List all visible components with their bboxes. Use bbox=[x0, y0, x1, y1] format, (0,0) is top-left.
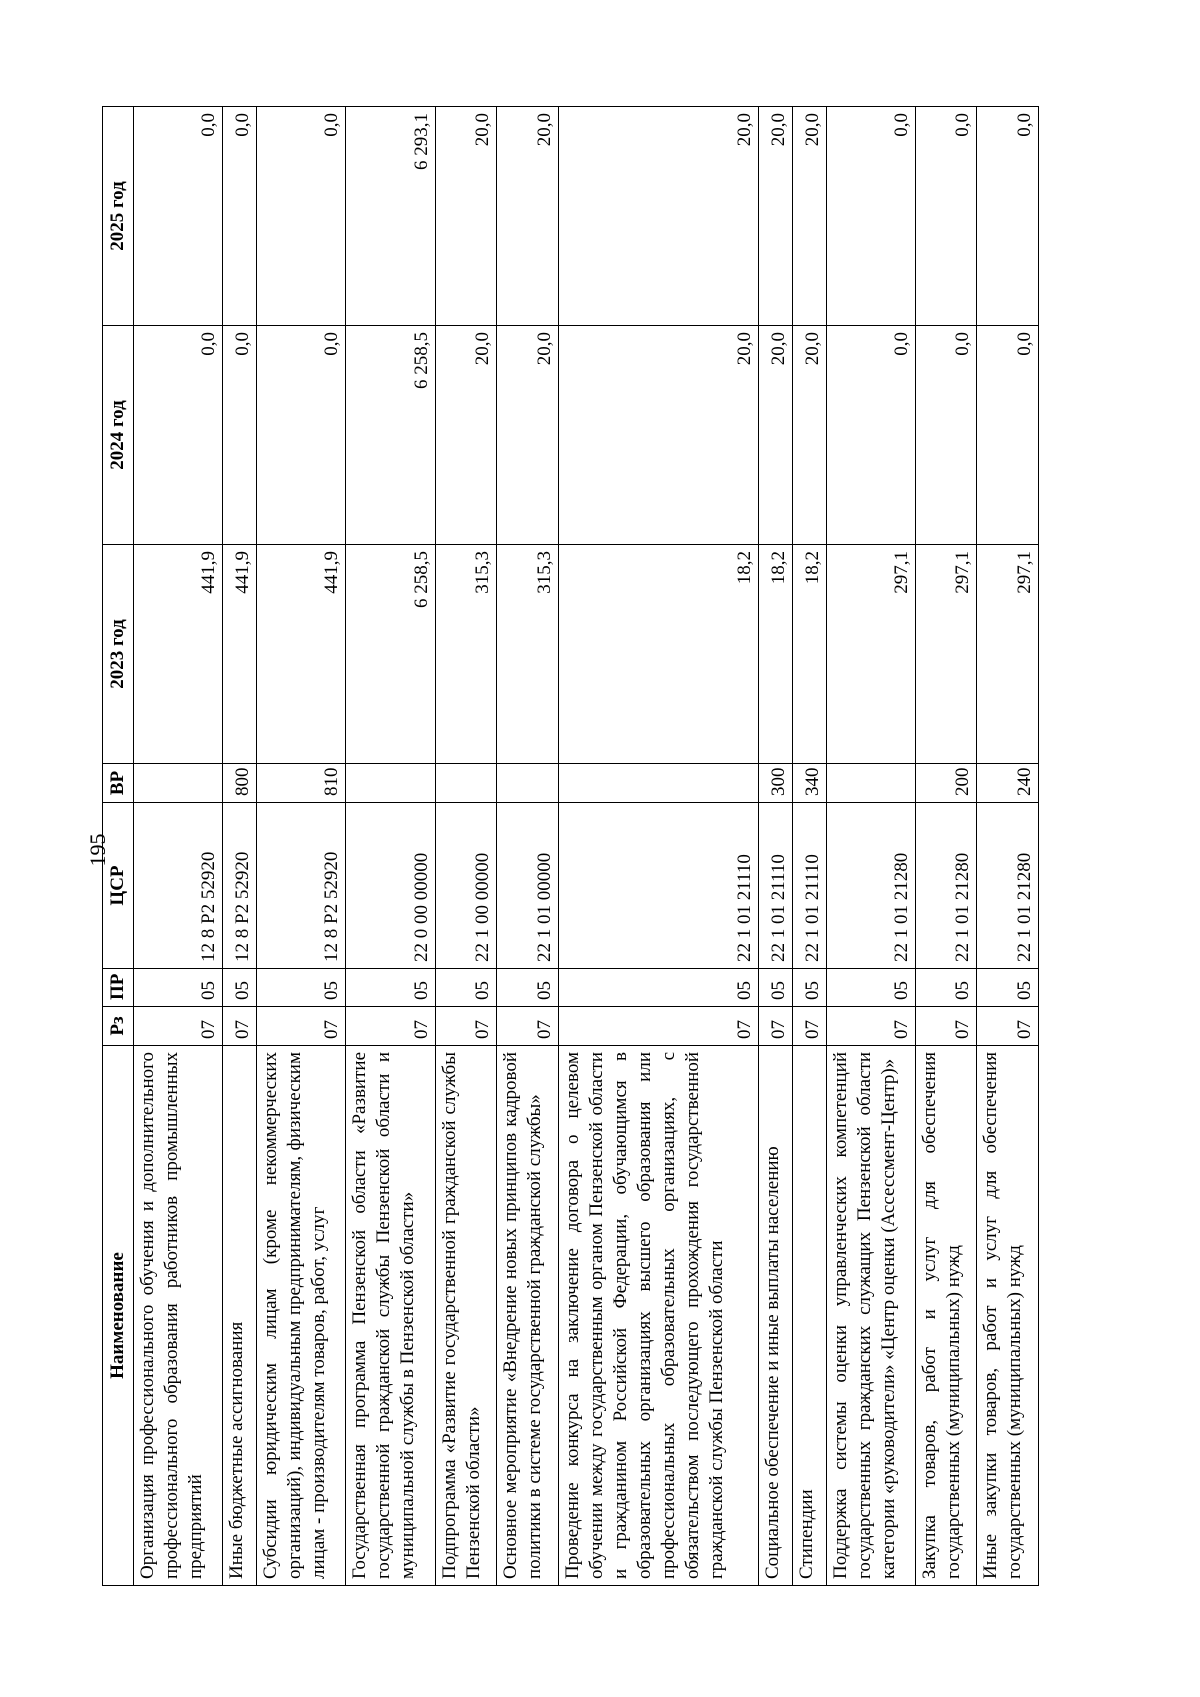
row-csr-cell: 22 1 01 21280 bbox=[826, 803, 915, 969]
row-2024-cell: 0,0 bbox=[826, 326, 915, 545]
header-rz: Рз bbox=[103, 1007, 134, 1046]
row-rz-cell: 07 bbox=[759, 1007, 793, 1046]
row-csr-cell: 12 8 Р2 52920 bbox=[223, 803, 257, 969]
row-2025-cell: 20,0 bbox=[558, 107, 759, 326]
budget-table-container bbox=[102, 107, 1039, 1586]
table-row bbox=[435, 107, 496, 1586]
table-row bbox=[792, 107, 826, 1586]
row-rz-cell: 07 bbox=[826, 1007, 915, 1046]
row-name-cell: Организация профессионального обучения и дополнительного профессионального образования работников промышленных предприятий bbox=[134, 1046, 223, 1586]
row-2025-cell: 20,0 bbox=[759, 107, 793, 326]
row-2023-cell: 441,9 bbox=[134, 545, 223, 764]
row-2025-cell: 0,0 bbox=[977, 107, 1039, 326]
row-2025-cell: 6 293,1 bbox=[346, 107, 435, 326]
table-row bbox=[256, 107, 345, 1586]
row-pr-cell: 05 bbox=[792, 969, 826, 1007]
table-row bbox=[977, 107, 1039, 1586]
header-vr: ВР bbox=[103, 764, 134, 803]
row-2024-cell: 0,0 bbox=[915, 326, 976, 545]
row-rz-cell: 07 bbox=[497, 1007, 558, 1046]
row-vr-cell bbox=[346, 764, 435, 803]
row-pr-cell: 05 bbox=[826, 969, 915, 1007]
row-rz-cell: 07 bbox=[792, 1007, 826, 1046]
row-name-cell: Стипендии bbox=[792, 1046, 826, 1586]
row-pr-cell: 05 bbox=[759, 969, 793, 1007]
row-csr-cell: 22 1 01 21110 bbox=[792, 803, 826, 969]
row-2023-cell: 297,1 bbox=[826, 545, 915, 764]
row-2024-cell: 20,0 bbox=[497, 326, 558, 545]
row-pr-cell: 05 bbox=[134, 969, 223, 1007]
page-number: 195 bbox=[85, 833, 110, 867]
row-csr-cell: 22 1 01 00000 bbox=[497, 803, 558, 969]
row-name-cell: Иные бюджетные ассигнования bbox=[223, 1046, 257, 1586]
row-csr-cell: 12 8 Р2 52920 bbox=[256, 803, 345, 969]
row-name-cell: Социальное обеспечение и иные выплаты населению bbox=[759, 1046, 793, 1586]
row-2024-cell: 0,0 bbox=[134, 326, 223, 545]
row-name-cell: Поддержка системы оценки управленческих компетенций государственных гражданских служащих Пензенской области категории «руководители» «Центр оценки (Ассессмент-Центр)» bbox=[826, 1046, 915, 1586]
table-row bbox=[558, 107, 759, 1586]
row-2024-cell: 20,0 bbox=[435, 326, 496, 545]
row-pr-cell: 05 bbox=[915, 969, 976, 1007]
row-rz-cell: 07 bbox=[977, 1007, 1039, 1046]
row-2023-cell: 441,9 bbox=[256, 545, 345, 764]
row-pr-cell: 05 bbox=[977, 969, 1039, 1007]
row-csr-cell: 22 1 01 21280 bbox=[977, 803, 1039, 969]
row-rz-cell: 07 bbox=[134, 1007, 223, 1046]
row-rz-cell: 07 bbox=[435, 1007, 496, 1046]
row-2023-cell: 18,2 bbox=[792, 545, 826, 764]
row-pr-cell: 05 bbox=[435, 969, 496, 1007]
table-row bbox=[134, 107, 223, 1586]
row-csr-cell: 12 8 Р2 52920 bbox=[134, 803, 223, 969]
row-name-cell: Проведение конкурса на заключение договора о целевом обучении между государственным органом Пензенской области и гражданином Российской Федерации, обучающимся в образовательных организациях высшего образования или профессиональных образовательных организациях, с обязательством последующего прохождения государственной гражданской службы Пензенской области bbox=[558, 1046, 759, 1586]
header-2025: 2025 год bbox=[103, 107, 134, 326]
row-csr-cell: 22 1 01 21110 bbox=[558, 803, 759, 969]
row-rz-cell: 07 bbox=[256, 1007, 345, 1046]
row-2025-cell: 0,0 bbox=[223, 107, 257, 326]
row-csr-cell: 22 0 00 00000 bbox=[346, 803, 435, 969]
row-rz-cell: 07 bbox=[915, 1007, 976, 1046]
row-vr-cell: 200 bbox=[915, 764, 976, 803]
row-csr-cell: 22 1 01 21280 bbox=[915, 803, 976, 969]
table-row bbox=[915, 107, 976, 1586]
row-2023-cell: 6 258,5 bbox=[346, 545, 435, 764]
header-2024: 2024 год bbox=[103, 326, 134, 545]
row-rz-cell: 07 bbox=[346, 1007, 435, 1046]
header-name: Наименование bbox=[103, 1046, 134, 1586]
row-name-cell: Подпрограмма «Развитие государственной гражданской службы Пензенской области» bbox=[435, 1046, 496, 1586]
row-2024-cell: 20,0 bbox=[759, 326, 793, 545]
row-2025-cell: 0,0 bbox=[134, 107, 223, 326]
row-2025-cell: 20,0 bbox=[435, 107, 496, 326]
row-pr-cell: 05 bbox=[223, 969, 257, 1007]
row-2024-cell: 0,0 bbox=[223, 326, 257, 545]
table-row bbox=[497, 107, 558, 1586]
table-row bbox=[759, 107, 793, 1586]
row-vr-cell bbox=[497, 764, 558, 803]
header-csr: ЦСР bbox=[103, 803, 134, 969]
row-2023-cell: 315,3 bbox=[435, 545, 496, 764]
row-vr-cell bbox=[435, 764, 496, 803]
table-row bbox=[346, 107, 435, 1586]
row-2024-cell: 0,0 bbox=[977, 326, 1039, 545]
row-name-cell: Основное мероприятие «Внедрение новых принципов кадровой политики в системе государственной гражданской службы» bbox=[497, 1046, 558, 1586]
row-vr-cell: 300 bbox=[759, 764, 793, 803]
row-vr-cell bbox=[134, 764, 223, 803]
row-2025-cell: 20,0 bbox=[792, 107, 826, 326]
row-pr-cell: 05 bbox=[346, 969, 435, 1007]
row-rz-cell: 07 bbox=[223, 1007, 257, 1046]
row-name-cell: Иные закупки товаров, работ и услуг для обеспечения государственных (муниципальных) нужд bbox=[977, 1046, 1039, 1586]
row-csr-cell: 22 1 01 21110 bbox=[759, 803, 793, 969]
table-row bbox=[826, 107, 915, 1586]
row-2024-cell: 20,0 bbox=[558, 326, 759, 545]
row-2023-cell: 18,2 bbox=[759, 545, 793, 764]
row-2025-cell: 0,0 bbox=[915, 107, 976, 326]
row-vr-cell: 240 bbox=[977, 764, 1039, 803]
row-2023-cell: 297,1 bbox=[977, 545, 1039, 764]
row-csr-cell: 22 1 00 00000 bbox=[435, 803, 496, 969]
row-name-cell: Государственная программа Пензенской области «Развитие государственной гражданской службы Пензенской области и муниципальной службы в Пензенской области» bbox=[346, 1046, 435, 1586]
header-pr: ПР bbox=[103, 969, 134, 1007]
row-vr-cell: 340 bbox=[792, 764, 826, 803]
table-row bbox=[223, 107, 257, 1586]
row-2023-cell: 315,3 bbox=[497, 545, 558, 764]
row-2025-cell: 0,0 bbox=[256, 107, 345, 326]
row-2024-cell: 6 258,5 bbox=[346, 326, 435, 545]
row-vr-cell: 810 bbox=[256, 764, 345, 803]
row-2023-cell: 18,2 bbox=[558, 545, 759, 764]
row-pr-cell: 05 bbox=[256, 969, 345, 1007]
row-2024-cell: 20,0 bbox=[792, 326, 826, 545]
row-vr-cell bbox=[558, 764, 759, 803]
row-name-cell: Закупка товаров, работ и услуг для обеспечения государственных (муниципальных) нужд bbox=[915, 1046, 976, 1586]
header-2023: 2023 год bbox=[103, 545, 134, 764]
row-2024-cell: 0,0 bbox=[256, 326, 345, 545]
row-2023-cell: 297,1 bbox=[915, 545, 976, 764]
row-2023-cell: 441,9 bbox=[223, 545, 257, 764]
row-vr-cell bbox=[826, 764, 915, 803]
row-2025-cell: 20,0 bbox=[497, 107, 558, 326]
row-vr-cell: 800 bbox=[223, 764, 257, 803]
budget-table bbox=[102, 106, 1039, 1586]
table-header-row bbox=[103, 107, 134, 1586]
row-pr-cell: 05 bbox=[497, 969, 558, 1007]
row-rz-cell: 07 bbox=[558, 1007, 759, 1046]
row-2025-cell: 0,0 bbox=[826, 107, 915, 326]
row-name-cell: Субсидии юридическим лицам (кроме некоммерческих организаций), индивидуальным предпринимателям, физическим лицам - производителям товаров, работ, услуг bbox=[256, 1046, 345, 1586]
row-pr-cell: 05 bbox=[558, 969, 759, 1007]
